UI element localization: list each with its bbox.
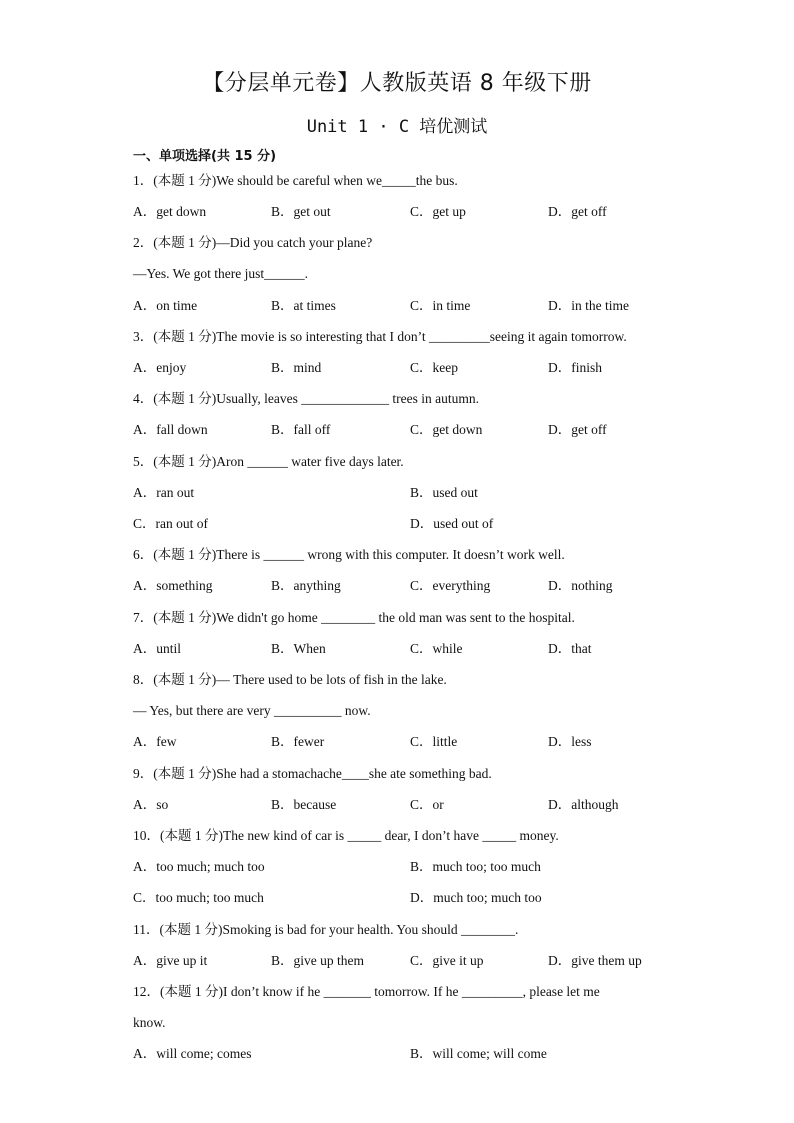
question-3-option-a: A．enjoy: [133, 360, 187, 375]
question-5-stem: 5．(本题 1 分)Aron ______ water five days later.: [133, 454, 404, 469]
question-3-option-c: C．keep: [410, 360, 458, 375]
question-2-stem: 2．(本题 1 分)—Did you catch your plane?: [133, 235, 373, 250]
question-7-option-b: B．When: [271, 641, 326, 656]
question-5-option-d: D．used out of: [410, 516, 494, 531]
section-heading: 一、单项选择(共 15 分): [133, 149, 277, 164]
question-6-option-a: A．something: [133, 578, 213, 593]
question-10-option-b: B．much too; too much: [410, 859, 541, 874]
question-8-option-c: C．little: [410, 734, 458, 749]
question-4-option-d: D．get off: [548, 422, 607, 437]
question-11-option-b: B．give up them: [271, 953, 364, 968]
question-2-stem-reply: —Yes. We got there just______.: [133, 266, 309, 281]
question-4-option-c: C．get down: [410, 422, 483, 437]
question-4-option-a: A．fall down: [133, 422, 208, 437]
question-6-option-d: D．nothing: [548, 578, 613, 593]
question-5-option-b: B．used out: [410, 485, 478, 500]
question-2-option-b: B．at times: [271, 298, 336, 313]
question-9-stem: 9．(本题 1 分)She had a stomachache____she ate something bad.: [133, 766, 492, 781]
question-7-option-a: A．until: [133, 641, 182, 656]
question-9-option-b: B．because: [271, 797, 337, 812]
question-1-option-a: A．get down: [133, 204, 207, 219]
question-11-option-a: A．give up it: [133, 953, 208, 968]
question-2-option-d: D．in the time: [548, 298, 629, 313]
question-3-option-d: D．finish: [548, 360, 602, 375]
question-9-option-c: C．or: [410, 797, 444, 812]
question-8-option-b: B．fewer: [271, 734, 325, 749]
question-6-option-b: B．anything: [271, 578, 341, 593]
question-10-option-c: C．too much; too much: [133, 890, 264, 905]
question-6-stem: 6．(本题 1 分)There is ______ wrong with this computer. It doesn’t work well.: [133, 547, 565, 562]
question-2-option-c: C．in time: [410, 298, 471, 313]
question-5-option-a: A．ran out: [133, 485, 195, 500]
question-12-option-b: B．will come; will come: [410, 1046, 547, 1061]
question-1-option-b: B．get out: [271, 204, 331, 219]
question-4-option-b: B．fall off: [271, 422, 331, 437]
question-11-stem: 11．(本题 1 分)Smoking is bad for your health. You should ________.: [133, 922, 519, 937]
question-10-option-d: D．much too; much too: [410, 890, 542, 905]
question-7-stem: 7．(本题 1 分)We didn't go home ________ the old man was sent to the hospital.: [133, 610, 575, 625]
question-1-option-d: D．get off: [548, 204, 607, 219]
question-10-option-a: A．too much; much too: [133, 859, 265, 874]
question-7-option-c: C．while: [410, 641, 463, 656]
question-9-option-a: A．so: [133, 797, 169, 812]
question-5-option-c: C．ran out of: [133, 516, 208, 531]
question-12-option-a: A．will come; comes: [133, 1046, 252, 1061]
question-8-stem-reply: — Yes, but there are very __________ now.: [133, 703, 371, 718]
question-8-stem: 8．(本题 1 分)— There used to be lots of fish in the lake.: [133, 672, 447, 687]
question-11-option-c: C．give it up: [410, 953, 484, 968]
page-subtitle: Unit 1 · C 培优测试: [306, 117, 488, 137]
question-1-stem: 1．(本题 1 分)We should be careful when we_____the bus.: [133, 173, 458, 188]
question-8-option-d: D．less: [548, 734, 592, 749]
question-10-stem: 10．(本题 1 分)The new kind of car is _____ dear, I don’t have _____ money.: [133, 828, 559, 843]
question-12-stem: 12．(本题 1 分)I don’t know if he _______ tomorrow. If he _________, please let me: [133, 984, 600, 999]
question-11-option-d: D．give them up: [548, 953, 642, 968]
question-3-option-b: B．mind: [271, 360, 322, 375]
question-2-option-a: A．on time: [133, 298, 198, 313]
question-1-option-c: C．get up: [410, 204, 466, 219]
question-9-option-d: D．although: [548, 797, 619, 812]
question-6-option-c: C．everything: [410, 578, 491, 593]
page-title: 【分层单元卷】人教版英语 8 年级下册: [202, 71, 592, 96]
question-4-stem: 4．(本题 1 分)Usually, leaves _____________ trees in autumn.: [133, 391, 479, 406]
question-3-stem: 3．(本题 1 分)The movie is so interesting that I don’t _________seeing it again tomorrow.: [133, 329, 627, 344]
question-8-option-a: A．few: [133, 734, 177, 749]
question-7-option-d: D．that: [548, 641, 592, 656]
question-12-stem-continued: know.: [133, 1015, 166, 1030]
